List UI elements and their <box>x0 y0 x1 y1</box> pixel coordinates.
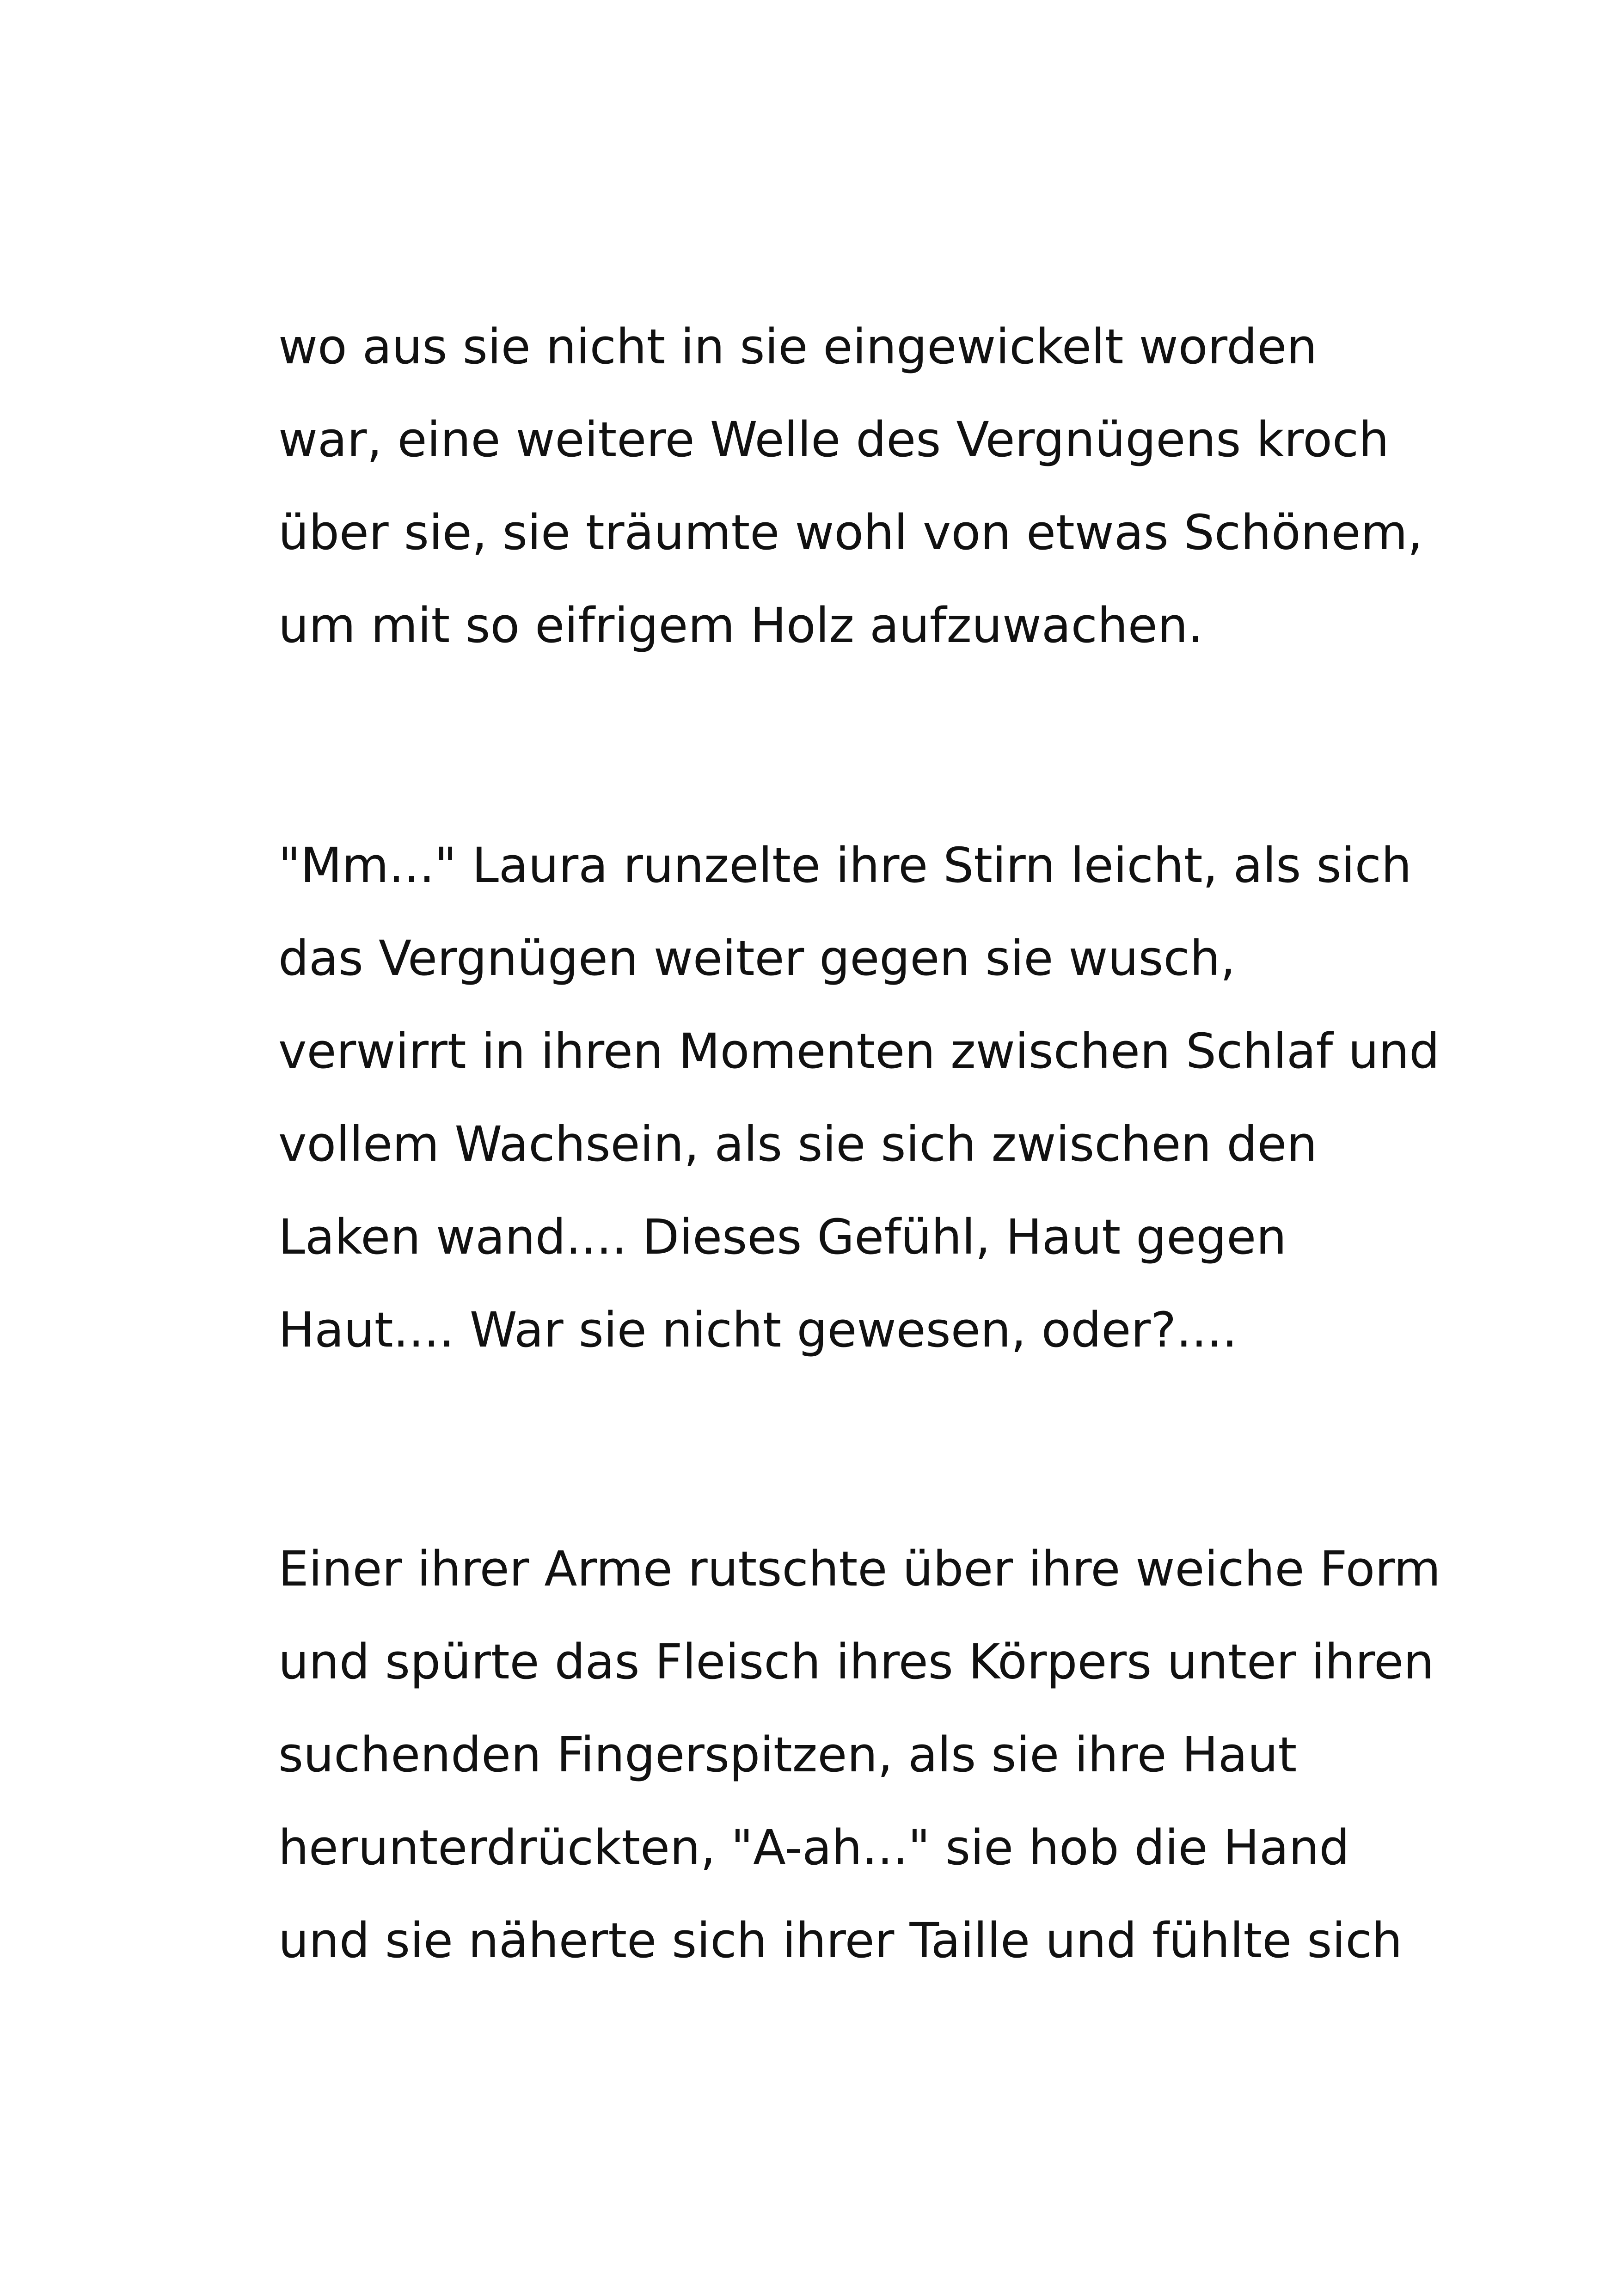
text-line: und sie näherte sich ihrer Taille und fühlte sich <box>278 1912 1403 1969</box>
text-line: Laken wand.... Dieses Gefühl, Haut gegen <box>278 1209 1287 1265</box>
paragraph-3 <box>278 1523 1441 1987</box>
paragraph-2 <box>278 819 1440 1377</box>
text-line: über sie, sie träumte wohl von etwas Schönem, <box>278 504 1423 561</box>
text-line: das Vergnügen weiter gegen sie wusch, <box>278 930 1236 986</box>
text-line: um mit so eifrigem Holz aufzuwachen. <box>278 597 1203 654</box>
text-line: verwirrt in ihren Momenten zwischen Schlaf und <box>278 1023 1440 1079</box>
text-line: suchenden Fingerspitzen, als sie ihre Haut <box>278 1727 1297 1783</box>
text-line: Haut.... War sie nicht gewesen, oder?.... <box>278 1302 1238 1358</box>
text-line: war, eine weitere Welle des Vergnügens kroch <box>278 411 1389 468</box>
text-line: wo aus sie nicht in sie eingewickelt worden <box>278 318 1318 375</box>
text-line: und spürte das Fleisch ihres Körpers unter ihren <box>278 1634 1434 1690</box>
text-line: Einer ihrer Arme rutschte über ihre weiche Form <box>278 1541 1441 1597</box>
text-line: "Mm..." Laura runzelte ihre Stirn leicht, als sich <box>278 837 1412 894</box>
paragraph-1 <box>278 300 1434 672</box>
text-line: herunterdrückten, "A-ah..." sie hob die Hand <box>278 1819 1350 1876</box>
text-line: vollem Wachsein, als sie sich zwischen den <box>278 1116 1318 1172</box>
